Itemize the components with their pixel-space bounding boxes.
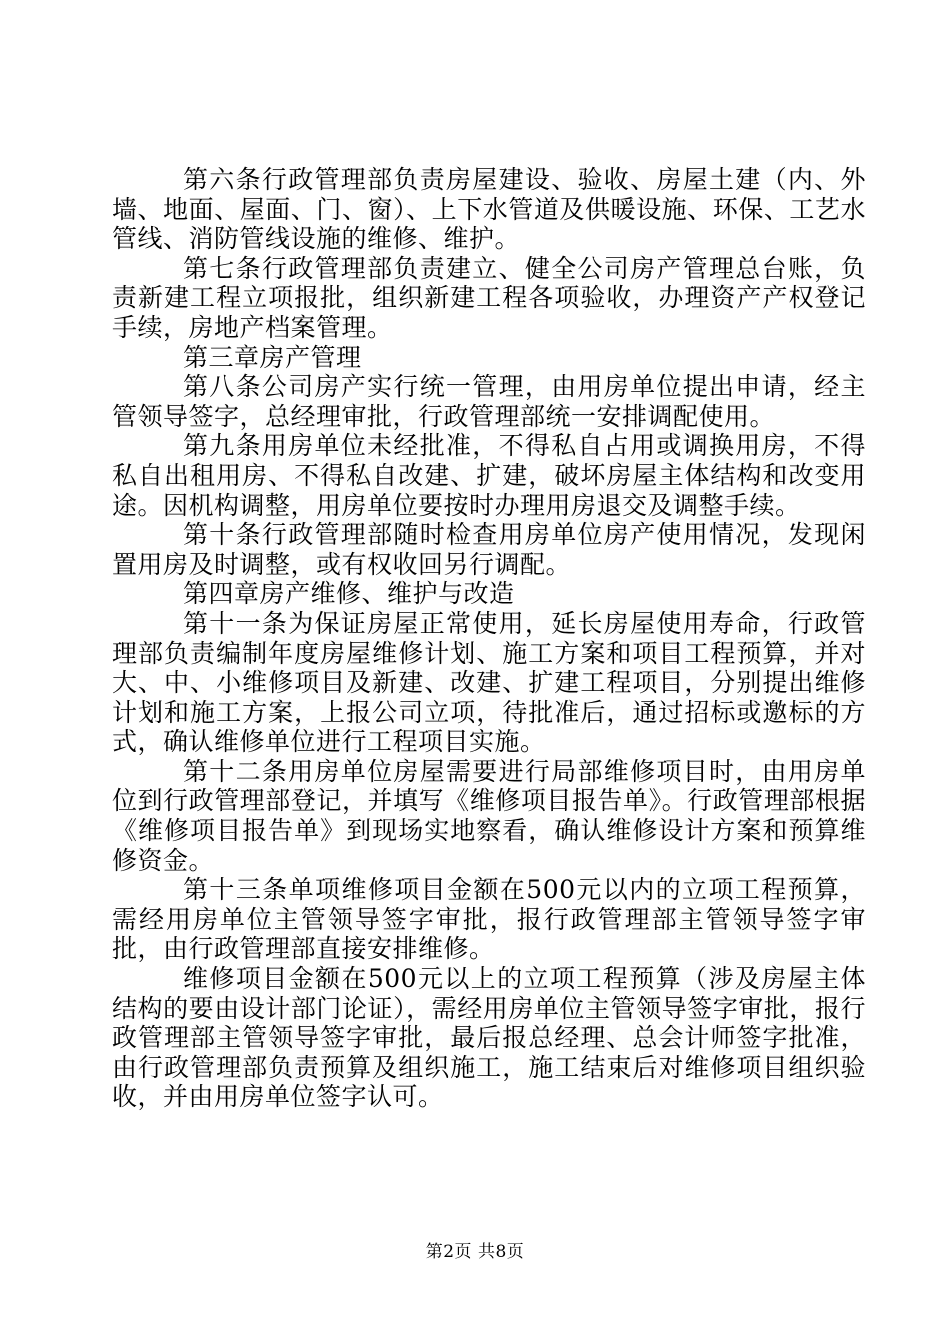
paragraph-article-9: 第九条用房单位未经批准，不得私自占用或调换用房，不得私自出租用房、不得私自改建、扩建，破坏房屋主体结构和改变用途。因机构调整，用房单位要按时办理用房退交及调整手续。 xyxy=(112,431,866,520)
paragraph-article-12: 第十二条用房单位房屋需要进行局部维修项目时，由用房单位到行政管理部登记，并填写《维修项目报告单》。行政管理部根据《维修项目报告单》到现场实地察看，确认维修设计方案和预算维修资金。 xyxy=(112,756,866,875)
paragraph-article-7: 第七条行政管理部负责建立、健全公司房产管理总台账，负责新建工程立项报批，组织新建工程各项验收，办理资产产权登记手续，房地产档案管理。 xyxy=(112,253,866,342)
paragraph-article-10: 第十条行政管理部随时检查用房单位房产使用情况，发现闲置用房及时调整，或有权收回另行调配。 xyxy=(112,520,866,579)
paragraph-article-8: 第八条公司房产实行统一管理，由用房单位提出申请，经主管领导签字，总经理审批，行政管理部统一安排调配使用。 xyxy=(112,372,866,431)
paragraph-article-11: 第十一条为保证房屋正常使用，延长房屋使用寿命，行政管理部负责编制年度房屋维修计划、施工方案和项目工程预算，并对大、中、小维修项目及新建、改建、扩建工程项目，分别提出维修计划和施工方案，上报公司立项，待批准后，通过招标或邀标的方式，确认维修单位进行工程项目实施。 xyxy=(112,608,866,757)
document-body xyxy=(0,165,950,1112)
page-number-footer: 第2页 共8页 xyxy=(425,1242,525,1262)
chapter-3-heading: 第三章房产管理 xyxy=(183,342,362,372)
chapter-4-heading: 第四章房产维修、维护与改造 xyxy=(183,579,515,609)
paragraph-article-13: 第十三条单项维修项目金额在500元以内的立项工程预算，需经用房单位主管领导签字审批，报行政管理部主管领导签字审批，由行政管理部直接安排维修。 xyxy=(112,875,866,964)
paragraph-article-6: 第六条行政管理部负责房屋建设、验收、房屋土建（内、外墙、地面、屋面、门、窗）、上下水管道及供暖设施、环保、工艺水管线、消防管线设施的维修、维护。 xyxy=(112,165,866,254)
paragraph-article-13-continued: 维修项目金额在500元以上的立项工程预算（涉及房屋主体结构的要由设计部门论证），需经用房单位主管领导签字审批，报行政管理部主管领导签字审批，最后报总经理、总会计师签字批准，由行政管理部负责预算及组织施工，施工结束后对维修项目组织验收，并由用房单位签字认可。 xyxy=(112,964,866,1112)
